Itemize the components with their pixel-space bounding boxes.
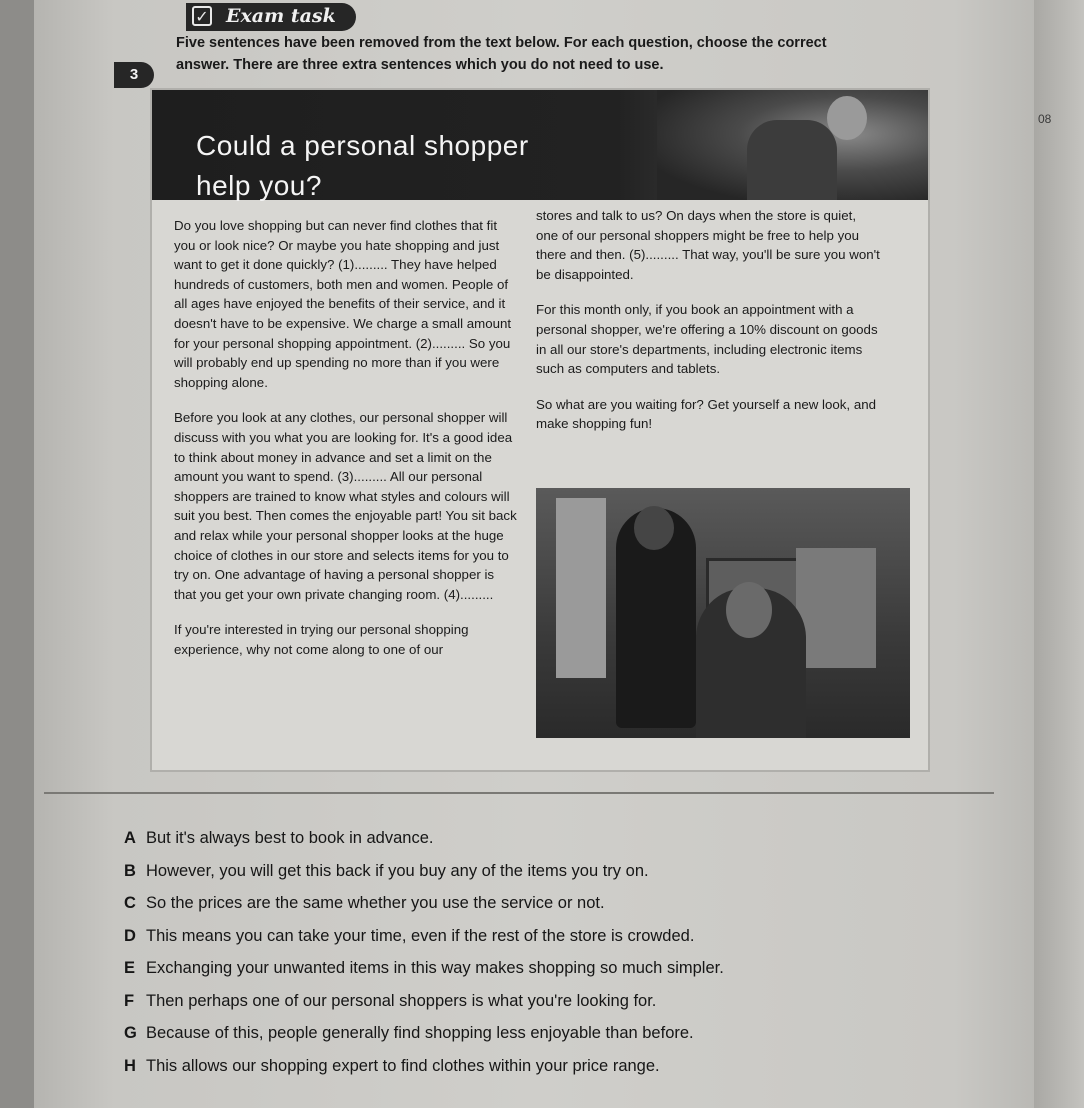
option-text: However, you will get this back if you buy any of the items you try on. — [146, 861, 649, 880]
article-right-column — [536, 206, 881, 450]
article-paragraph: For this month only, if you book an appointment with a personal shopper, we're offering a 10% discount on goods in all our store's departments, including electronic items such as computers and tablets. — [536, 302, 878, 377]
section-divider — [44, 792, 994, 794]
option-text: Then perhaps one of our personal shoppers is what you're looking for. — [146, 991, 657, 1010]
option-c — [124, 887, 924, 920]
page-number: 08 — [1038, 112, 1052, 126]
photo-customer-head — [726, 582, 772, 638]
article-paragraph: Before you look at any clothes, our personal shopper will discuss with you what you are looking for. It's a good idea to think about money in advance and set a limit on the amount you want to spend. (3)......... All our personal shoppers are trained to know what styles and colours will suit you best. Then comes the enjoyable part! You sit back and relax while your personal shopper looks at the huge choice of clothes in our store and selects items for you to try on. One advantage of having a personal shopper is that you get your own private changing room. (4)......... — [174, 410, 517, 602]
option-g — [124, 1017, 924, 1050]
article-paragraph: stores and talk to us? On days when the store is quiet, one of our personal shoppers might be free to help you there and then. (5)......... That way, you'll be sure you won't be disappointed. — [536, 208, 880, 282]
option-letter: G — [124, 1024, 137, 1042]
option-letter: F — [124, 991, 135, 1010]
header-photo — [657, 90, 928, 200]
option-letter: C — [124, 894, 136, 912]
photo-figure — [747, 120, 837, 200]
option-text: This means you can take your time, even if the rest of the store is crowded. — [146, 926, 695, 945]
option-f — [124, 985, 924, 1018]
option-letter: B — [124, 861, 136, 880]
article-title — [196, 126, 616, 206]
photo-figure-head — [827, 96, 867, 140]
article-panel — [152, 90, 928, 770]
article-paragraph: If you're interested in trying our personal shopping experience, why not come along to one of our — [174, 622, 469, 657]
page-edge — [1034, 0, 1084, 1108]
option-e — [124, 952, 924, 985]
option-text: So the prices are the same whether you use the service or not. — [146, 894, 605, 912]
option-text: Because of this, people generally find shopping less enjoyable than before. — [146, 1024, 694, 1042]
exam-task-title: Exam task — [226, 5, 336, 27]
option-letter: A — [124, 829, 136, 847]
photo-shopper-head — [634, 506, 674, 550]
option-d — [124, 920, 924, 953]
option-letter: E — [124, 959, 136, 977]
option-h — [124, 1050, 924, 1083]
question-instructions: Five sentences have been removed from the text below. For each question, choose the correct answer. There are three extra sentences which you do not need to use. — [176, 35, 827, 73]
store-photo — [536, 488, 910, 738]
article-paragraph: Do you love shopping but can never find clothes that fit you or look nice? Or maybe you hate shopping and just want to get it done quickly? (1)......... They have helped hundreds of customers, both men and women. People of all ages have enjoyed the benefits of their service, and it doesn't have to be expensive. We charge a small amount for your personal shopping appointment. (2)......... So you will probably end up spending no more than if you were shopping alone. — [174, 218, 512, 390]
option-b — [124, 855, 924, 888]
option-letter: D — [124, 926, 136, 945]
article-title-line2: help you? — [196, 170, 322, 201]
photo-clothes-rack — [796, 548, 876, 668]
article-title-line1: Could a personal shopper — [196, 130, 529, 161]
option-text: Exchanging your unwanted items in this way makes shopping so much simpler. — [146, 959, 724, 977]
option-text: But it's always best to book in advance. — [146, 829, 434, 847]
option-letter: H — [124, 1056, 136, 1075]
checkbox-icon: ✓ — [192, 6, 212, 26]
photo-door — [556, 498, 606, 678]
option-text: This allows our shopping expert to find clothes within your price range. — [146, 1056, 660, 1075]
article-paragraph: So what are you waiting for? Get yourself a new look, and make shopping fun! — [536, 396, 876, 432]
question-number: 3 — [114, 62, 154, 88]
option-a — [124, 822, 924, 855]
article-left-column — [174, 216, 519, 675]
answer-options — [124, 822, 924, 1082]
